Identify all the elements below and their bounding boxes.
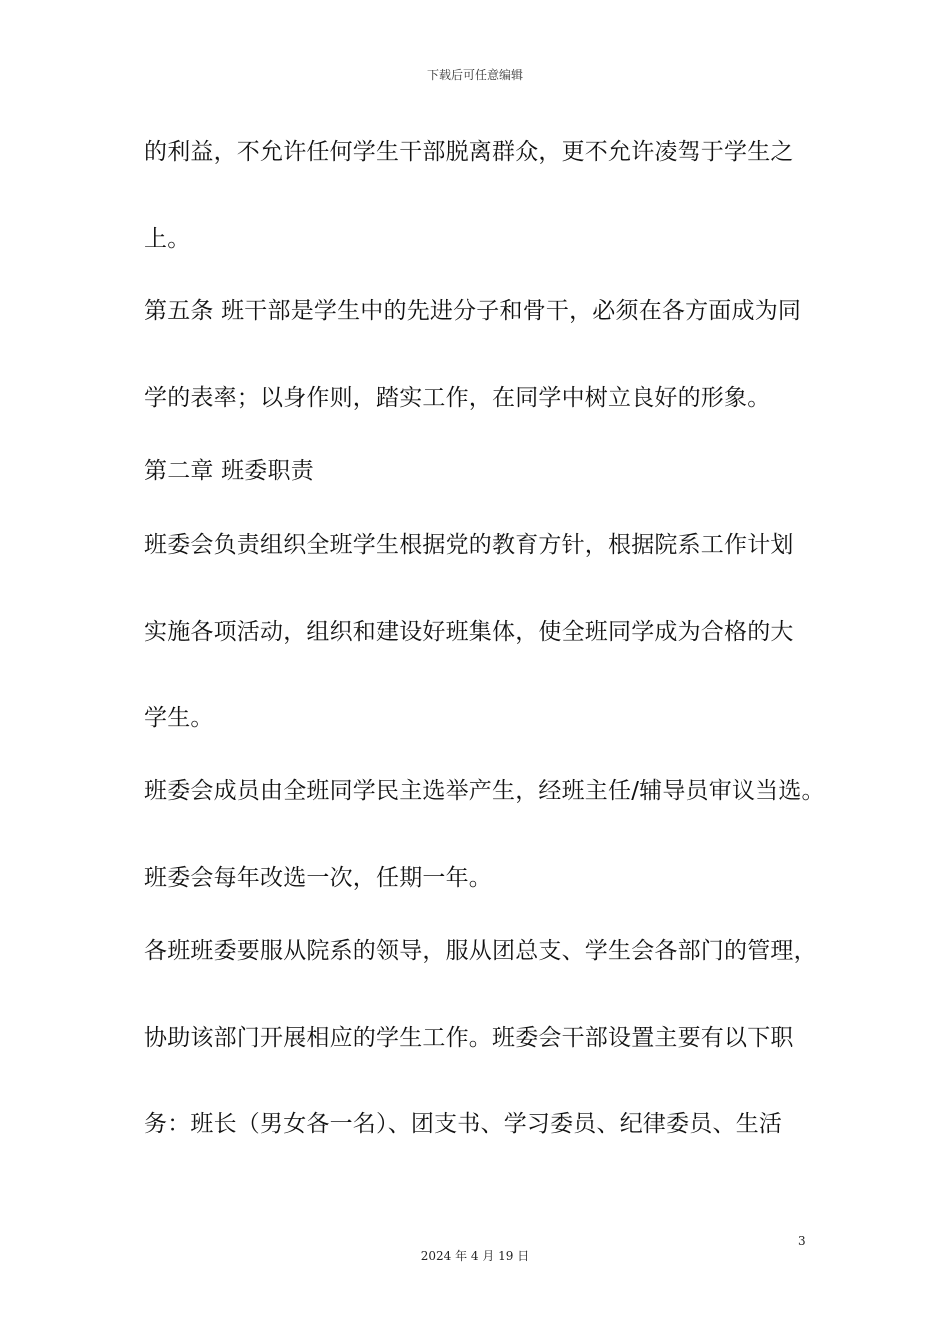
text-line: 协助该部门开展相应的学生工作。班委会干部设置主要有以下职 [144,1025,794,1051]
page-header: 下载后可任意编辑 [426,68,523,82]
text-line: 上。 [144,226,191,252]
text-line: 学生。 [144,705,214,731]
text-line: 务：班长（男女各一名）、团支书、学习委员、纪律委员、生活 [144,1111,783,1137]
text-line: 第五条 班干部是学生中的先进分子和骨干，必须在各方面成为同 [144,298,802,324]
text-line: 实施各项活动，组织和建设好班集体，使全班同学成为合格的大 [144,619,794,645]
text-line: 班委会成员由全班同学民主选举产生，经班主任/辅导员审议当选。 [144,778,825,804]
text-line: 班委会负责组织全班学生根据党的教育方针，根据院系工作计划 [144,532,794,558]
text-line: 的利益，不允许任何学生干部脱离群众，更不允许凌驾于学生之 [144,139,794,165]
text-line: 各班班委要服从院系的领导，服从团总支、学生会各部门的管理， [144,938,817,964]
text-line: 学的表率；以身作则，踏实工作，在同学中树立良好的形象。 [144,385,771,411]
chapter-heading: 第二章 班委职责 [144,458,314,484]
text-line: 班委会每年改选一次，任期一年。 [144,865,492,891]
footer-date: 2024 年 4 月 19 日 [420,1249,530,1263]
page-number: 3 [798,1234,806,1248]
